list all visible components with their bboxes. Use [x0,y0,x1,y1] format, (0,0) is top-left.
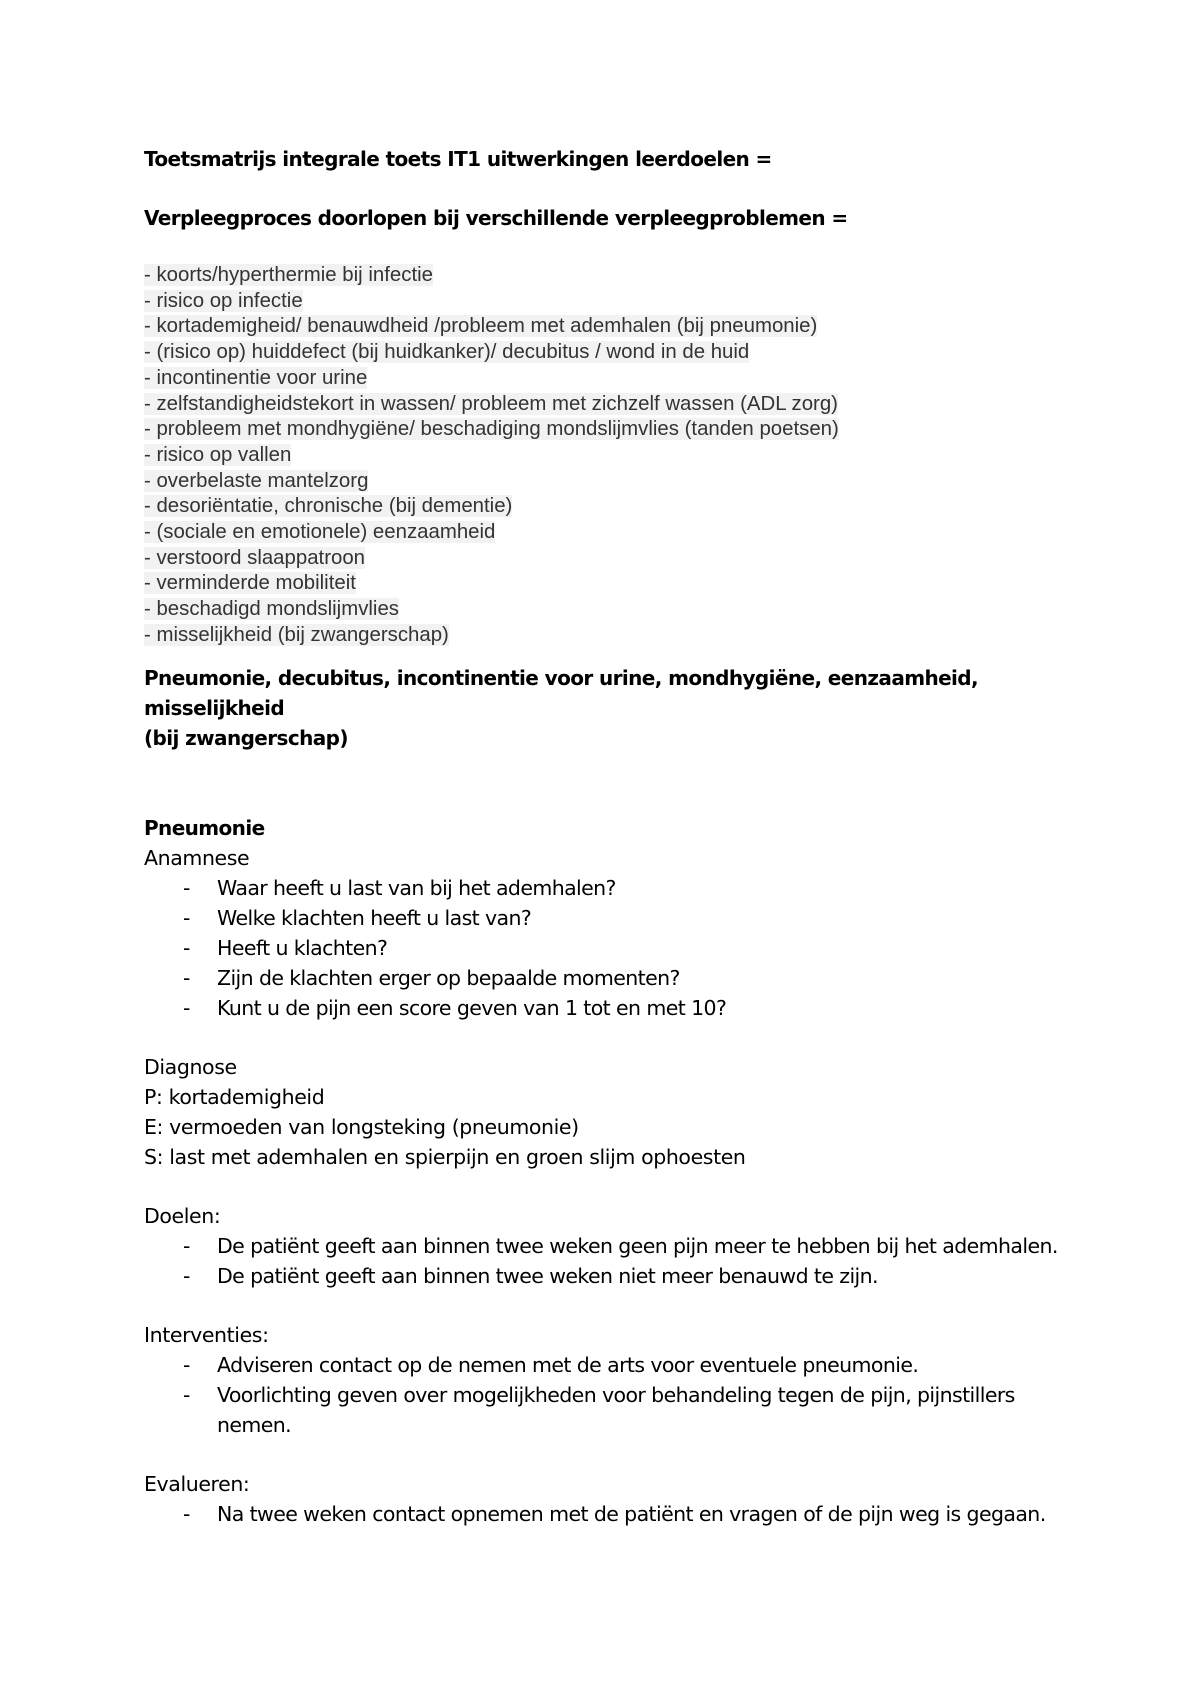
list-item: - Adviseren contact op de nemen met de arts voor eventuele pneumonie. [144,1350,1074,1380]
list-item: - Waar heeft u last van bij het ademhalen? [144,873,1074,903]
anamnese-list [144,873,1074,1023]
dash-bullet: - [183,965,190,990]
document-title: Toetsmatrijs integrale toets IT1 uitwerkingen leerdoelen = [144,147,772,171]
diagnose-symptoms: S: last met ademhalen en spierpijn en groen slijm ophoesten [144,1144,746,1169]
list-item: - Zijn de klachten erger op bepaalde momenten? [144,963,1074,993]
list-item: - Welke klachten heeft u last van? [144,903,1074,933]
list-item: - kortademigheid/ benauwdheid /probleem met ademhalen (bij pneumonie) [144,315,818,338]
dash-bullet: - [183,1263,190,1288]
doelen-label: Doelen: [144,1203,221,1228]
diagnose-label: Diagnose [144,1054,237,1079]
problem-list [144,263,1074,649]
evalueren-label: Evalueren: [144,1471,250,1496]
document-subtitle: Verpleegproces doorlopen bij verschillende verpleegproblemen = [144,206,848,230]
dash-bullet: - [183,1233,190,1258]
anamnese-label: Anamnese [144,845,250,870]
list-item: - koorts/hyperthermie bij infectie [144,264,433,286]
interventies-label: Interventies: [144,1322,269,1347]
list-item: - risico op vallen [144,443,292,466]
diagnose-etiology: E: vermoeden van longsteking (pneumonie) [144,1114,579,1139]
dash-bullet: - [183,905,190,930]
list-item: - incontinentie voor urine [144,366,368,389]
diagnose-problem: P: kortademigheid [144,1084,325,1109]
evalueren-list [144,1499,1074,1529]
summary-line: Pneumonie, decubitus, incontinentie voor urine, mondhygiëne, eenzaamheid, misselijkheid [144,665,979,720]
list-item: - zelfstandigheidstekort in wassen/ probleem met zichzelf wassen (ADL zorg) [144,392,838,415]
list-item: - (risico op) huiddefect (bij huidkanker)/ decubitus / wond in de huid [144,341,750,364]
list-item: - (sociale en emotionele) eenzaamheid [144,521,496,544]
list-item: - Heeft u klachten? [144,933,1074,963]
list-item: - overbelaste mantelzorg [144,469,369,492]
list-item: - desoriëntatie, chronische (bij dementie) [144,495,513,518]
dash-bullet: - [183,1382,190,1407]
list-item: - misselijkheid (bij zwangerschap) [144,623,449,646]
dash-bullet: - [183,875,190,900]
list-item: - Voorlichting geven over mogelijkheden voor behandeling tegen de pijn, pijnstillers nemen. [144,1380,1074,1440]
summary-paragraph [144,663,1074,753]
dash-bullet: - [183,1352,190,1377]
list-item: - Kunt u de pijn een score geven van 1 tot en met 10? [144,993,1074,1023]
dash-bullet: - [183,995,190,1020]
list-item: - verstoord slaappatroon [144,546,366,569]
list-item: - verminderde mobiliteit [144,572,356,595]
interventies-list [144,1350,1074,1440]
dash-bullet: - [183,1501,190,1526]
document-page [144,144,1074,1529]
list-item: - De patiënt geeft aan binnen twee weken niet meer benauwd te zijn. [144,1261,1074,1291]
summary-line: (bij zwangerschap) [144,725,348,750]
list-item: - risico op infectie [144,289,303,312]
list-item: - Na twee weken contact opnemen met de patiënt en vragen of de pijn weg is gegaan. [144,1499,1074,1529]
list-item: - De patiënt geeft aan binnen twee weken geen pijn meer te hebben bij het ademhalen. [144,1231,1074,1261]
doelen-list [144,1231,1074,1291]
dash-bullet: - [183,935,190,960]
list-item: - beschadigd mondslijmvlies [144,598,399,621]
list-item: - probleem met mondhygiëne/ beschadiging mondslijmvlies (tanden poetsen) [144,418,839,441]
section-heading-pneumonie: Pneumonie [144,815,265,840]
